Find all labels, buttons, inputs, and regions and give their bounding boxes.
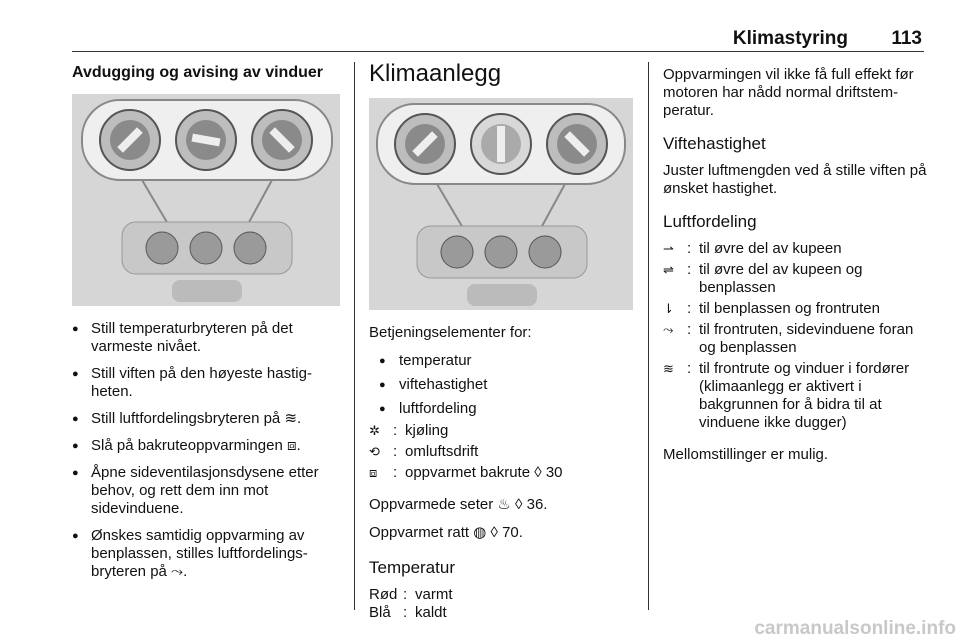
climate-controls-figure (369, 98, 633, 310)
snowflake-icon: ✲ (369, 423, 380, 438)
footwell-windscreen-icon: ⇂ (663, 301, 674, 316)
section-heading: Avdugging og avising av vinduer (72, 64, 323, 81)
temperature-definitions: Rød : varmt Blå : kaldt (369, 586, 453, 621)
windscreen-footwell-icon: ⤳ (171, 563, 184, 580)
section-title: Klimaanlegg (369, 60, 502, 87)
air-distribution-heading: Luftfordeling (663, 212, 757, 231)
page-number: 113 (891, 28, 922, 49)
list-item: ● Slå på bakruteoppvarmingen ⧈. (72, 437, 342, 455)
fan-speed-text: Juster luftmengden ved å stille viften på ønsket hastighet. (663, 162, 927, 197)
steering-wheel-icon: ◍ (473, 524, 487, 541)
heated-wheel-ref[interactable]: Oppvarmet ratt ◍ ◊ 70. (369, 524, 523, 541)
recirculation-icon: ⟲ (369, 444, 380, 459)
column-climate (369, 60, 634, 625)
list-item: ● Still luftfordelingsbryteren på ≋. (72, 410, 342, 428)
defrost-steps (72, 320, 342, 581)
list-item: ● Still temperaturbryteren på det varmeste nivået. (72, 320, 342, 356)
column-defrost (72, 60, 342, 590)
dashboard-illustration (72, 94, 340, 306)
list-item: ● Ønskes samtidig oppvarming av benplassen, stilles luftfordelings-bryteren på ⤳. (72, 527, 342, 581)
list-item: ● luftfordeling (369, 400, 634, 418)
upper-footwell-icon: ⇌ (663, 262, 674, 277)
page-header-title: Klimastyring (732, 28, 848, 49)
header-rule (72, 51, 924, 52)
fan-speed-heading: Viftehastighet (663, 134, 766, 153)
list-item: ● Still viften på den høyeste hastig-heten. (72, 365, 342, 401)
defrost-icon: ≋ (663, 361, 674, 376)
watermark: carmanualsonline.info (754, 618, 956, 639)
warmup-note: Oppvarmingen vil ikke få full effekt før motoren har nådd normal driftstem-peratur. (663, 66, 914, 119)
heated-seat-icon: ♨ (497, 496, 511, 513)
air-distribution-definitions: ⇀ : til øvre del av kupeen ⇌ : til øvre del av kupeen og benplassen ⇂ : til benplassen og frontruten ⤳ : til frontruten, sidevinduene foran og benplassen ≋ : til frontrute og vinduer i fordører (klimaanlegg er aktivert i bakgrunnen for å bidra til at vinduene ikke dugger) (663, 240, 914, 431)
rear-window-heater-icon: ⧈ (286, 437, 297, 454)
column-fan-distribution (663, 66, 933, 474)
climate-controls-figure (72, 94, 340, 306)
intermediate-note: Mellomstillinger er mulig. (663, 446, 829, 463)
heated-seats-ref[interactable]: Oppvarmede seter ♨ ◊ 36. (369, 496, 548, 513)
dashboard-illustration (369, 98, 633, 310)
list-item: ● temperatur (369, 352, 634, 370)
column-divider (648, 62, 649, 610)
list-item: ● Åpne sideventilasjonsdysene etter behov, og rett dem inn mot sidevinduene. (72, 464, 342, 518)
upper-cabin-icon: ⇀ (663, 241, 674, 256)
controls-list (369, 352, 634, 418)
rear-window-heater-icon: ⧈ (369, 465, 378, 480)
symbol-definitions: ✲ : kjøling ⟲ : omluftsdrift ⧈ : oppvarmet bakrute ◊ 30 (369, 422, 563, 481)
list-item: ● viftehastighet (369, 376, 634, 394)
controls-intro: Betjeningselementer for: (369, 324, 532, 341)
temperature-heading: Temperatur (369, 558, 455, 577)
defrost-windscreen-icon: ≋ (284, 410, 298, 427)
windscreen-side-footwell-icon: ⤳ (663, 322, 674, 337)
column-divider (354, 62, 355, 610)
